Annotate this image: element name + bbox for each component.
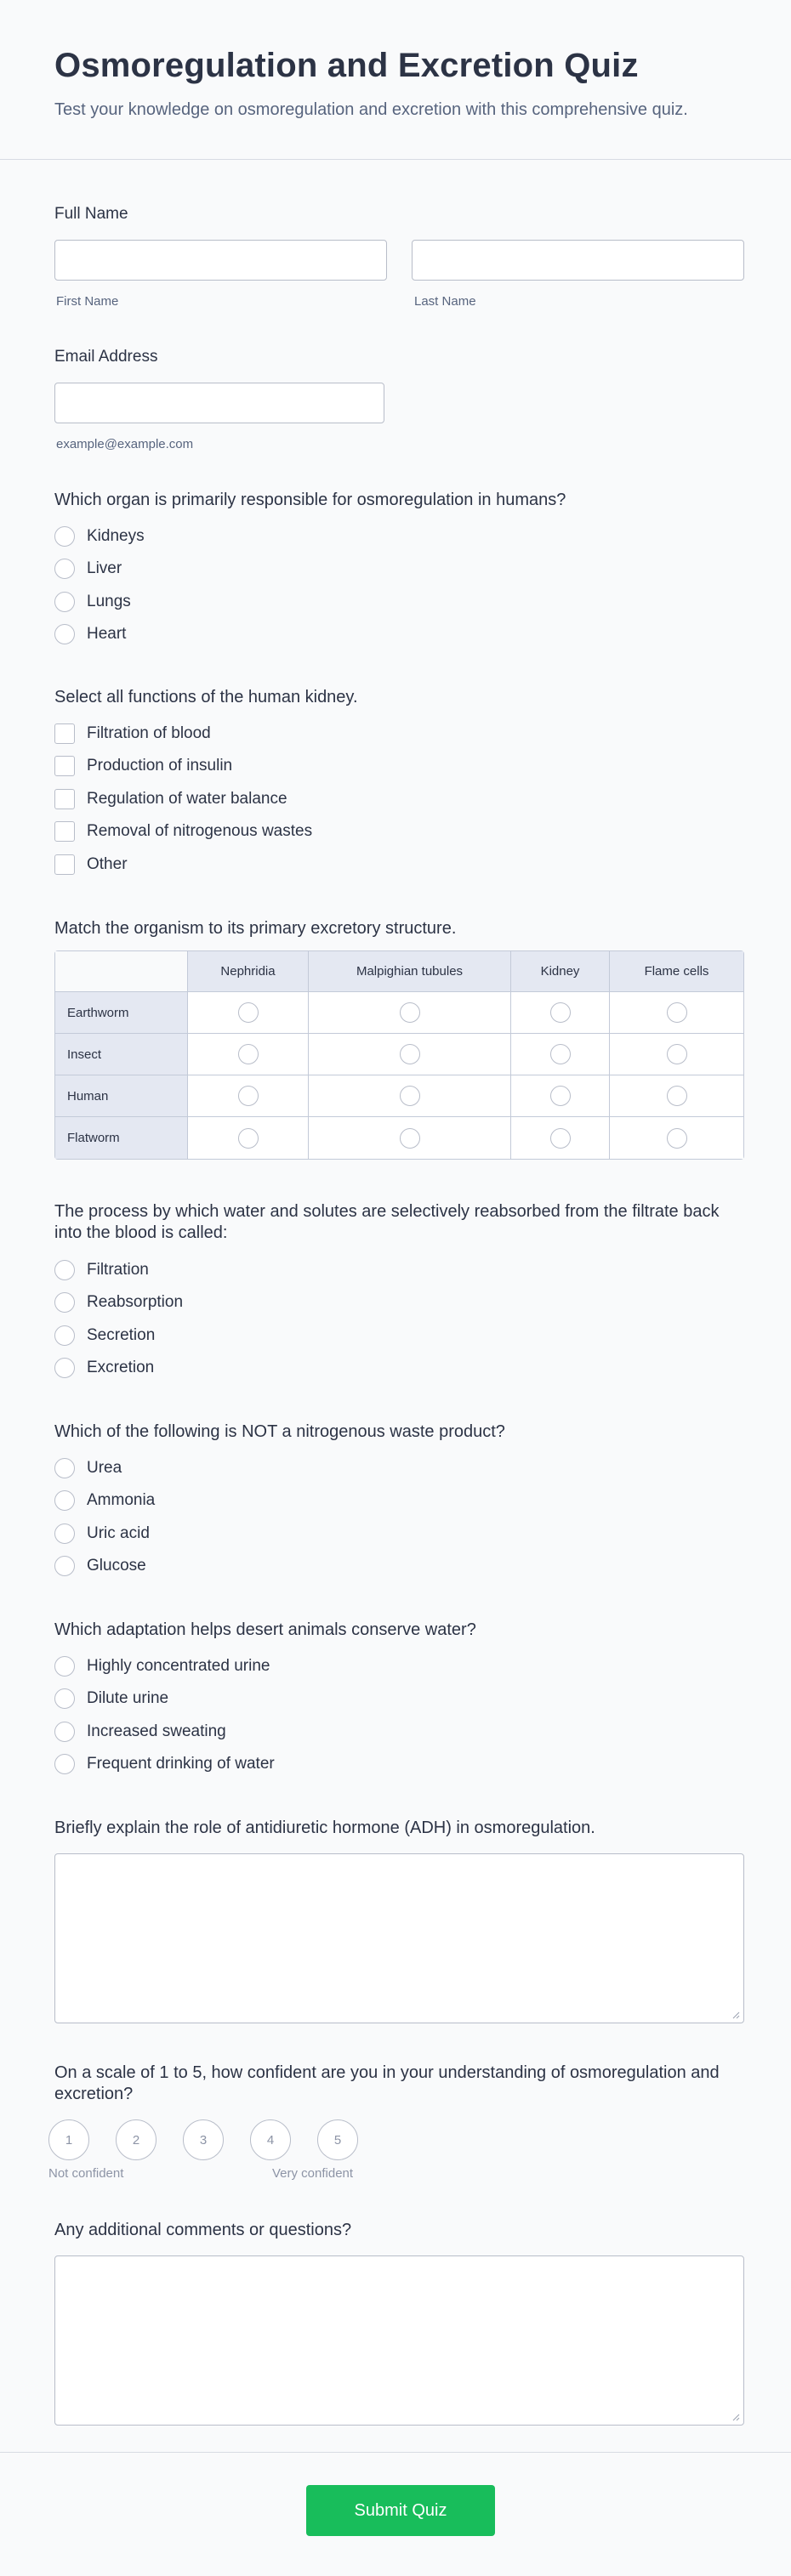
email-sublabel: example@example.com <box>56 437 194 451</box>
matrix-radio[interactable] <box>238 1044 259 1064</box>
matrix-row-header: Human <box>55 1075 188 1117</box>
q2-option[interactable]: Production of insulin <box>54 754 232 778</box>
form-header <box>0 0 791 160</box>
full-name-label: Full Name <box>54 205 128 223</box>
q2-option[interactable]: Regulation of water balance <box>54 787 287 811</box>
matrix-radio[interactable] <box>550 1086 571 1106</box>
question-9-label: Any additional comments or questions? <box>54 2221 352 2239</box>
resize-handle-icon[interactable] <box>732 2414 740 2421</box>
radio-button[interactable] <box>54 1358 75 1378</box>
radio-button[interactable] <box>54 1754 75 1774</box>
radio-button[interactable] <box>54 1260 75 1280</box>
question-5-label: Which of the following is NOT a nitrogenous waste product? <box>54 1422 505 1441</box>
question-8 <box>54 2063 735 2105</box>
adh-answer-textarea[interactable] <box>54 1853 744 2023</box>
matrix-column-header: Kidney <box>511 951 610 992</box>
matrix-table <box>54 950 744 1160</box>
matrix-row <box>55 1034 743 1075</box>
q6-option[interactable]: Frequent drinking of water <box>54 1752 275 1776</box>
question-6-label: Which adaptation helps desert animals conserve water? <box>54 1620 476 1639</box>
matrix-radio[interactable] <box>667 1128 687 1149</box>
radio-button[interactable] <box>54 1292 75 1313</box>
matrix-radio[interactable] <box>400 1128 420 1149</box>
matrix-header-row <box>55 951 743 992</box>
last-name-sublabel: Last Name <box>414 294 476 309</box>
q4-option[interactable]: Filtration <box>54 1258 149 1282</box>
email-label: Email Address <box>54 348 158 366</box>
checkbox[interactable] <box>54 854 75 875</box>
scale-option-2[interactable]: 2 <box>116 2119 156 2160</box>
matrix-radio[interactable] <box>400 1086 420 1106</box>
scale-option-3[interactable]: 3 <box>183 2119 224 2160</box>
checkbox[interactable] <box>54 789 75 809</box>
radio-button[interactable] <box>54 526 75 547</box>
scale-option-1[interactable]: 1 <box>48 2119 89 2160</box>
matrix-radio[interactable] <box>667 1044 687 1064</box>
matrix-radio[interactable] <box>400 1002 420 1023</box>
radio-button[interactable] <box>54 559 75 579</box>
q4-option[interactable]: Reabsorption <box>54 1291 183 1314</box>
q2-option[interactable]: Other <box>54 853 128 877</box>
radio-button[interactable] <box>54 1688 75 1709</box>
question-4 <box>54 1201 735 1244</box>
q4-option[interactable]: Secretion <box>54 1324 155 1348</box>
email-input[interactable] <box>54 383 384 423</box>
matrix-radio[interactable] <box>238 1002 259 1023</box>
last-name-input[interactable] <box>412 240 744 281</box>
scale-low-label: Not confident <box>48 2166 124 2181</box>
matrix-radio[interactable] <box>400 1044 420 1064</box>
scale-option-5[interactable]: 5 <box>317 2119 358 2160</box>
question-9 <box>54 2220 744 2240</box>
scale-high-label: Very confident <box>272 2166 354 2181</box>
question-8-label: On a scale of 1 to 5, how confident are you in your understanding of osmoregulation and excretion? <box>54 2063 720 2103</box>
q1-option[interactable]: Heart <box>54 622 126 646</box>
matrix-column-header: Malpighian tubules <box>309 951 511 992</box>
q2-option[interactable]: Filtration of blood <box>54 722 211 746</box>
radio-button[interactable] <box>54 1490 75 1511</box>
question-3 <box>54 918 744 939</box>
question-3-label: Match the organism to its primary excretory structure. <box>54 919 457 938</box>
q6-option[interactable]: Increased sweating <box>54 1720 226 1744</box>
radio-button[interactable] <box>54 1325 75 1346</box>
matrix-row <box>55 992 743 1034</box>
question-5 <box>54 1421 744 1442</box>
radio-button[interactable] <box>54 624 75 644</box>
q6-option[interactable]: Highly concentrated urine <box>54 1654 270 1678</box>
radio-button[interactable] <box>54 1722 75 1742</box>
q5-option[interactable]: Uric acid <box>54 1522 150 1546</box>
question-2 <box>54 687 744 707</box>
q1-option[interactable]: Lungs <box>54 590 131 614</box>
form-footer <box>0 2452 791 2576</box>
question-2-label: Select all functions of the human kidney. <box>54 688 358 706</box>
matrix-radio[interactable] <box>550 1044 571 1064</box>
resize-handle-icon[interactable] <box>732 2011 740 2019</box>
radio-button[interactable] <box>54 1523 75 1544</box>
submit-button[interactable]: Submit Quiz <box>306 2485 495 2536</box>
matrix-radio[interactable] <box>238 1128 259 1149</box>
first-name-input[interactable] <box>54 240 387 281</box>
question-6 <box>54 1620 744 1640</box>
scale-option-4[interactable]: 4 <box>250 2119 291 2160</box>
question-7-label: Briefly explain the role of antidiuretic hormone (ADH) in osmoregulation. <box>54 1819 595 1837</box>
matrix-radio[interactable] <box>667 1002 687 1023</box>
matrix-column-header: Nephridia <box>188 951 309 992</box>
radio-button[interactable] <box>54 592 75 612</box>
matrix-corner <box>55 951 188 992</box>
matrix-row-header: Flatworm <box>55 1117 188 1159</box>
matrix-row <box>55 1117 743 1159</box>
q6-option[interactable]: Dilute urine <box>54 1687 168 1711</box>
page-title: Osmoregulation and Excretion Quiz <box>54 47 639 84</box>
q5-option[interactable]: Ammonia <box>54 1489 155 1512</box>
q2-option[interactable]: Removal of nitrogenous wastes <box>54 820 312 843</box>
matrix-radio[interactable] <box>550 1128 571 1149</box>
checkbox[interactable] <box>54 821 75 842</box>
radio-button[interactable] <box>54 1556 75 1576</box>
question-7 <box>54 1818 744 1838</box>
radio-button[interactable] <box>54 1458 75 1478</box>
q1-option[interactable]: Liver <box>54 557 122 581</box>
page-subtitle: Test your knowledge on osmoregulation and excretion with this comprehensive quiz. <box>54 100 688 119</box>
matrix-column-header: Flame cells <box>610 951 743 992</box>
matrix-radio[interactable] <box>667 1086 687 1106</box>
comments-textarea[interactable] <box>54 2255 744 2426</box>
q5-option[interactable]: Glucose <box>54 1554 146 1578</box>
q4-option[interactable]: Excretion <box>54 1356 154 1380</box>
checkbox[interactable] <box>54 756 75 776</box>
q1-option[interactable]: Kidneys <box>54 525 145 548</box>
matrix-radio[interactable] <box>238 1086 259 1106</box>
question-4-label: The process by which water and solutes are selectively reabsorbed from the filtrate back into the blood is called: <box>54 1202 720 1242</box>
question-1 <box>54 490 744 510</box>
checkbox[interactable] <box>54 723 75 744</box>
q5-option[interactable]: Urea <box>54 1456 122 1480</box>
first-name-sublabel: First Name <box>56 294 119 309</box>
radio-button[interactable] <box>54 1656 75 1677</box>
matrix-row <box>55 1075 743 1117</box>
matrix-row-header: Earthworm <box>55 992 188 1034</box>
matrix-row-header: Insect <box>55 1034 188 1075</box>
question-1-label: Which organ is primarily responsible for osmoregulation in humans? <box>54 491 566 509</box>
matrix-radio[interactable] <box>550 1002 571 1023</box>
